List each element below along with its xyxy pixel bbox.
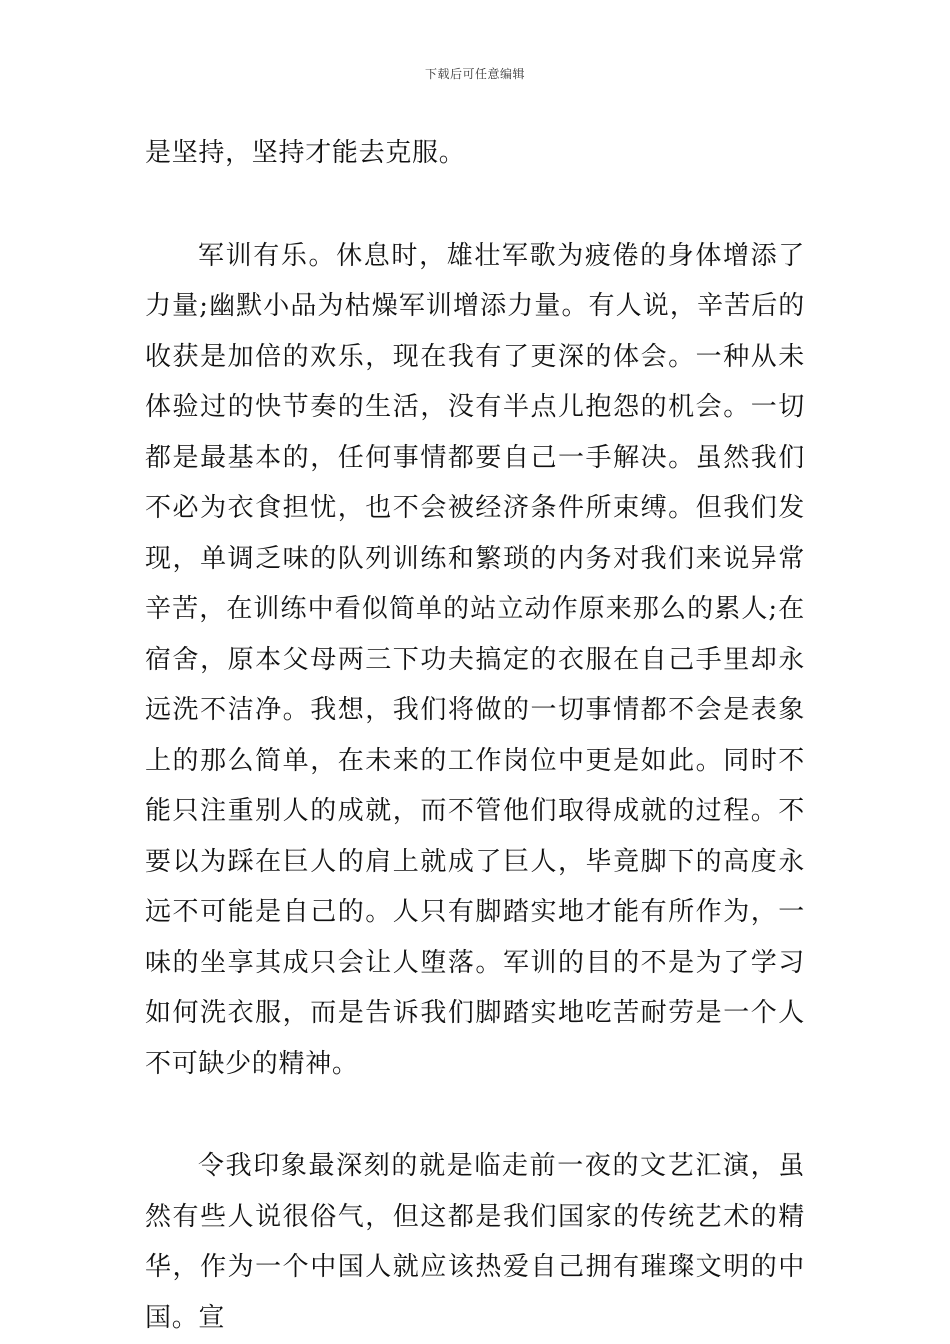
paragraph-1: 是坚持，坚持才能去克服。	[145, 138, 466, 168]
paragraph-gap	[145, 1089, 805, 1141]
paragraph-2: 军训有乐。休息时，雄壮军歌为疲倦的身体增添了力量;幽默小品为枯燥军训增添力量。有人说，辛苦后的收获是加倍的欢乐，现在我有了更深的体会。一种从未体验过的快节奏的生活，没有半点儿抱怨的机会。一切都是最基本的，任何事情都要自己一手解决。虽然我们不必为衣食担忧，也不会被经济条件所束缚。但我们发现，单调乏味的队列训练和繁琐的内务对我们来说异常辛苦，在训练中看似简单的站立动作原来那么的累人;在宿舍，原本父母两三下功夫搞定的衣服在自己手里却永远洗不洁净。我想，我们将做的一切事情都不会是表象上的那么简单，在未来的工作岗位中更是如此。同时不能只注重别人的成就，而不管他们取得成就的过程。不要以为踩在巨人的肩上就成了巨人，毕竟脚下的高度永远不可能是自己的。人只有脚踏实地才能有所作为，一味的坐享其成只会让人堕落。军训的目的不是为了学习如何洗衣服，而是告诉我们脚踏实地吃苦耐劳是一个人不可缺少的精神。	[145, 240, 805, 1079]
header-note: 下载后可任意编辑	[424, 67, 525, 81]
document-body	[145, 128, 805, 1343]
paragraph-gap	[145, 179, 805, 231]
paragraph-3: 令我印象最深刻的就是临走前一夜的文艺汇演，虽然有些人说很俗气，但这都是我们国家的传统艺术的精华，作为一个中国人就应该热爱自己拥有璀璨文明的中国。宣	[145, 1151, 805, 1333]
